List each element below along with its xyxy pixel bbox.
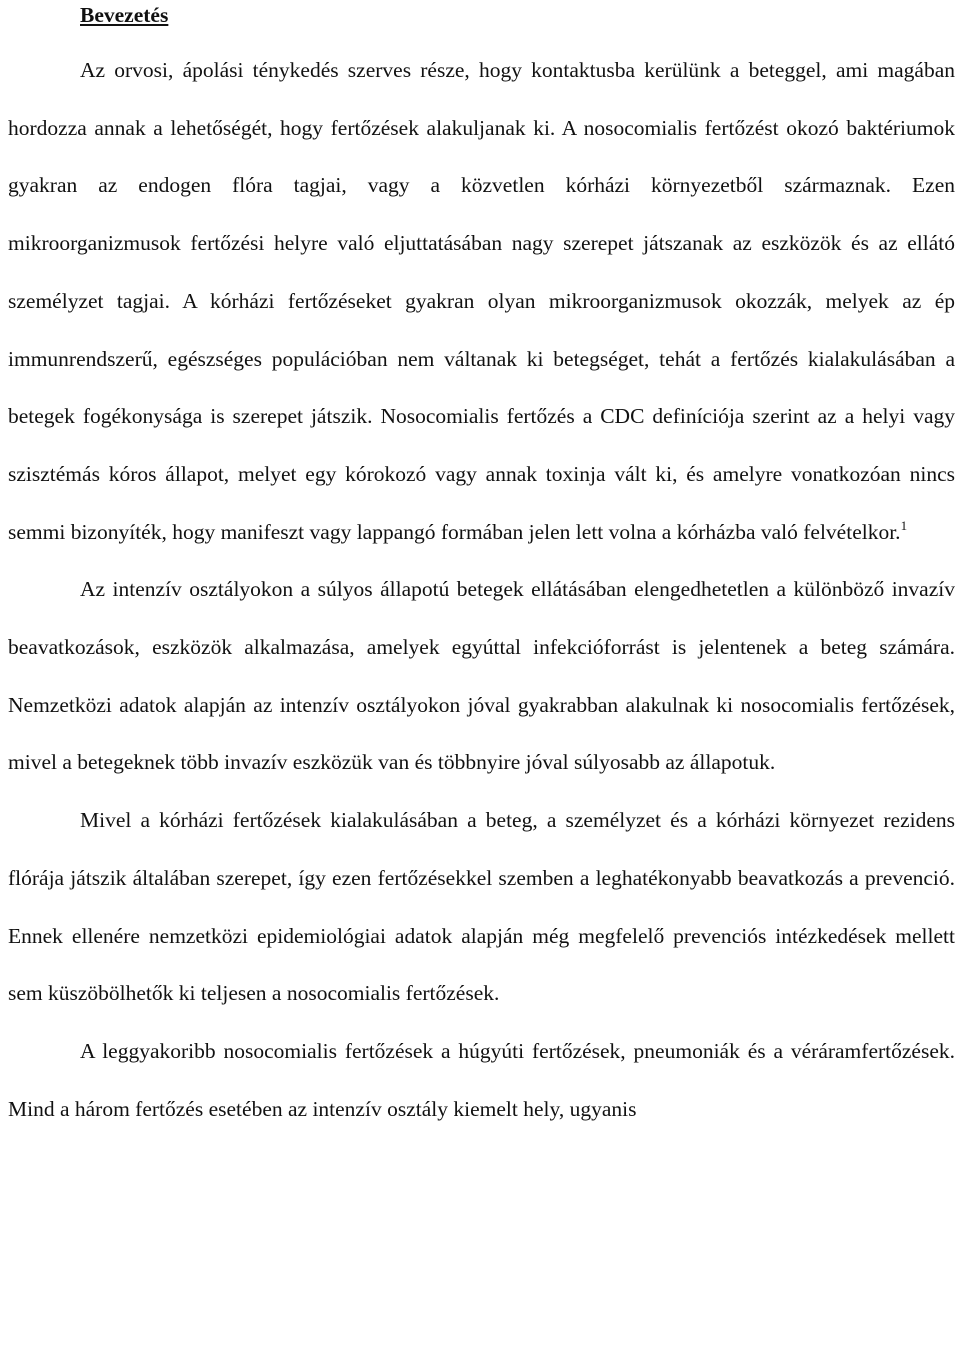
footnote-reference[interactable]: 1	[900, 517, 908, 533]
section-heading: Bevezetés	[80, 3, 169, 27]
paragraph-4-text: A leggyakoribb nosocomialis fertőzések a húgyúti fertőzések, pneumoniák és a véráramfertőzések. Mind a három fertőzés esetében az intenzív osztály kiemelt hely, ugyanis	[8, 1038, 955, 1121]
paragraph-3	[8, 792, 955, 1023]
paragraph-2-text: Az intenzív osztályokon a súlyos állapotú betegek ellátásában elengedhetetlen a különböző invazív beavatkozások, eszközök alkalmazása, amelyek egyúttal infekcióforrást is jelentenek a beteg számára. Nemzetközi adatok alapján az intenzív osztályokon jóval gyakrabban alakulnak ki nosocomialis fertőzések, mivel a betegeknek több invazív eszközük van és többnyire jóval súlyosabb az állapotuk.	[8, 577, 955, 775]
paragraph-3-text: Mivel a kórházi fertőzések kialakulásában a beteg, a személyzet és a kórházi környezet rezidens flórája játszik általában szerepet, így ezen fertőzésekkel szemben a leghatékonyabb beavatkozás a prevenció. Ennek ellenére nemzetközi epidemiológiai adatok alapján még megfelelő prevenciós intézkedések mellett sem küszöbölhetők ki teljesen a nosocomialis fertőzések.	[8, 808, 955, 1006]
paragraph-4	[8, 1023, 955, 1138]
paragraph-2	[8, 561, 955, 792]
paragraph-1-text: Az orvosi, ápolási ténykedés szerves része, hogy kontaktusba kerülünk a beteggel, ami magában hordozza annak a lehetőségét, hogy fertőzések alakuljanak ki. A nosocomialis fertőzést okozó baktériumok gyakran az endogen flóra tagjai, vagy a közvetlen kórházi környezetből származnak. Ezen mikroorganizmusok fertőzési helyre való eljuttatásában nagy szerepet játszanak az eszközök és az ellátó személyzet tagjai. A kórházi fertőzéseket gyakran olyan mikroorganizmusok okozzák, melyek az ép immunrendszerű, egészséges populációban nem váltanak ki betegséget, tehát a fertőzés kialakulásában a betegek fogékonysága is szerepet játszik. Nosocomialis fertőzés a CDC definíciója szerint az a helyi vagy szisztémás kóros állapot, melyet egy kórokozó vagy annak toxinja vált ki, és amelyre vonatkozóan nincs semmi bizonyíték, hogy manifeszt vagy lappangó formában jelen lett volna a kórházba való felvételkor.	[8, 58, 955, 544]
paragraph-1	[8, 42, 955, 561]
document-page	[8, 0, 955, 1138]
